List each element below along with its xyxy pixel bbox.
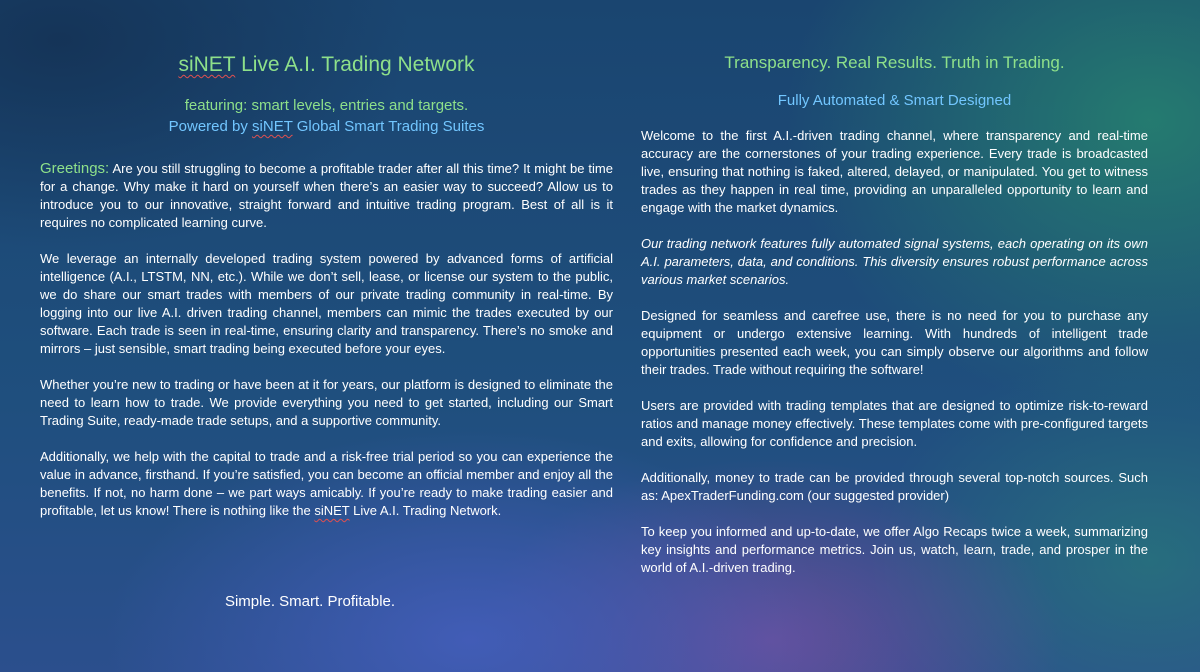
- featuring-subtitle: featuring: smart levels, entries and targets.: [184, 97, 469, 114]
- capital-brand: siNET: [314, 503, 350, 518]
- carefree-paragraph: Designed for seamless and carefree use, there is no need for you to purchase any equipment or undergo extensive learning. With hundreds of intelligent trade opportunities presented each week, you can simply observe our algorithms and follow their trades. Trade without requiring the software!: [641, 308, 1148, 377]
- greeting-paragraph: [40, 160, 613, 232]
- powered-pre: Powered by: [168, 118, 253, 135]
- title-brand: siNET: [178, 53, 236, 76]
- recaps-paragraph: To keep you informed and up-to-date, we offer Algo Recaps twice a week, summarizing key insights and performance metrics. Join us, watch, learn, trade, and prosper in the world of A.I.-driven trading.: [641, 524, 1148, 575]
- left-body: [40, 160, 613, 538]
- platform-paragraph: Whether you’re new to trading or have been at it for years, our platform is designed to eliminate the need to learn how to trade. We provide everything you need to get started, including our Smart Trading Suite, ready-made trade setups, and a supportive community.: [40, 377, 613, 428]
- page-title: [40, 51, 613, 79]
- greeting-label: Greetings:: [40, 160, 110, 177]
- capital-end: Live A.I. Trading Network.: [349, 503, 502, 518]
- capital-text: Additionally, we help with the capital to trade and a risk-free trial period so you can experience the value in advance, firsthand. If you’re satisfied, you can become an official member and enjoy all the benefits. If not, no harm done – we part ways amicably. If you’re ready to make trading easier and profitable, let us know! There is nothing like the: [40, 449, 613, 518]
- welcome-paragraph: Welcome to the first A.I.-driven trading channel, where transparency and real-time accuracy are the cornerstones of your trading experience. Every trade is broadcasted live, ensuring that nothing is faked, altered, delayed, or manipulated. You get to witness trades as they happen in real time, providing an unparalleled opportunity to learn and engage with the market dynamics.: [641, 128, 1148, 215]
- templates-paragraph: Users are provided with trading templates that are designed to optimize risk-to-reward ratios and manage money effectively. These templates come with pre-configured targets and exits, allowing for confidence and precision.: [641, 398, 1148, 449]
- right-title: Transparency. Real Results. Truth in Trading.: [724, 53, 1065, 72]
- powered-post: Global Smart Trading Suites: [292, 118, 485, 135]
- capital-paragraph: [40, 448, 613, 520]
- powered-by-subtitle: [40, 117, 613, 137]
- right-body: [641, 127, 1148, 595]
- right-subtitle: Fully Automated & Smart Designed: [777, 92, 1012, 109]
- funding-paragraph: Additionally, money to trade can be provided through several top-notch sources. Such as: ApexTraderFunding.com (our suggested provider): [641, 470, 1148, 503]
- powered-brand: siNET: [252, 118, 293, 135]
- technology-paragraph: We leverage an internally developed trading system powered by advanced forms of artificial intelligence (A.I., LTSTM, NN, etc.). While we don’t sell, lease, or license our system to the public, we do share our smart trades with members of our private trading community in real-time. By logging into our live A.I. driven trading channel, members can mimic the trades executed by our software. Each trade is seen in real-time, ensuring clarity and transparency. There’s no smoke and mirrors – just sensible, smart trading being executed before your eyes.: [40, 251, 613, 356]
- tagline: Simple. Smart. Profitable.: [224, 593, 396, 610]
- title-rest: Live A.I. Trading Network: [235, 53, 475, 76]
- automation-paragraph: Our trading network features fully automated signal systems, each operating on its own A.I. parameters, data, and conditions. This diversity ensures robust performance across various market scenarios.: [641, 236, 1148, 287]
- greeting-text: Are you still struggling to become a profitable trader after all this time? It might be time for a change. Why make it hard on yourself when there’s an easier way to succeed? Allow us to introduce you to our innovative, straight forward and intuitive trading program. Best of all is it requires no complicated learning curve.: [40, 161, 613, 230]
